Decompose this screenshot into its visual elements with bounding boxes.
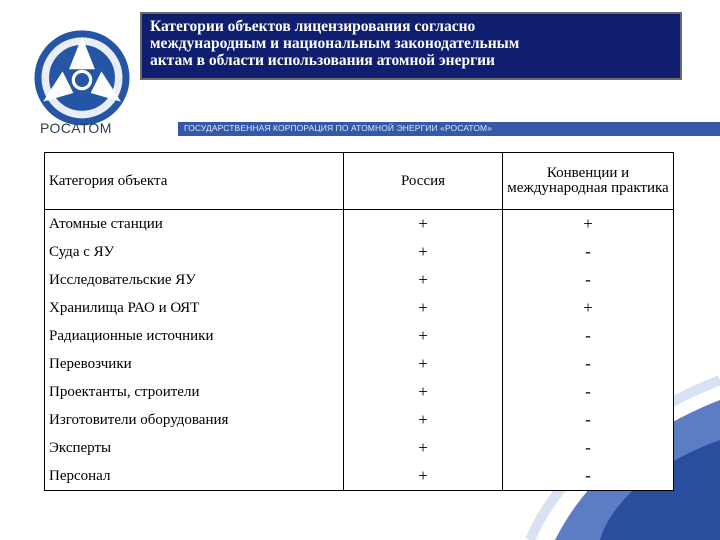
brand-name: РОСАТОМ — [40, 120, 112, 136]
row-international: - — [503, 322, 674, 350]
table-header-row — [45, 153, 674, 210]
row-international: - — [503, 406, 674, 434]
row-international: - — [503, 350, 674, 378]
page-title — [140, 12, 682, 80]
row-russia: + — [344, 378, 503, 406]
title-line: Категории объектов лицензирования согласно — [150, 18, 476, 35]
row-category: Персонал — [45, 462, 344, 491]
row-russia: + — [344, 322, 503, 350]
title-line: актам в области использования атомной энергии — [150, 52, 495, 69]
header-russia: Россия — [344, 153, 503, 210]
table-row — [45, 266, 674, 294]
row-category: Проектанты, строители — [45, 378, 344, 406]
row-russia: + — [344, 210, 503, 239]
row-category: Перевозчики — [45, 350, 344, 378]
corporation-name: ГОСУДАРСТВЕННАЯ КОРПОРАЦИЯ ПО АТОМНОЙ ЭНЕРГИИ «РОСАТОМ» — [184, 123, 493, 133]
row-russia: + — [344, 266, 503, 294]
corporation-banner — [178, 122, 720, 136]
row-category: Исследовательские ЯУ — [45, 266, 344, 294]
row-international: + — [503, 210, 674, 239]
licensing-categories-table — [44, 152, 674, 491]
table-row — [45, 378, 674, 406]
table-row — [45, 434, 674, 462]
row-international: + — [503, 294, 674, 322]
row-international: - — [503, 238, 674, 266]
table-row — [45, 210, 674, 239]
header-category: Категория объекта — [45, 153, 344, 210]
row-russia: + — [344, 434, 503, 462]
row-international: - — [503, 378, 674, 406]
title-line: международным и национальным законодательным — [150, 35, 520, 52]
row-category: Радиационные источники — [45, 322, 344, 350]
table-row — [45, 350, 674, 378]
table-row — [45, 322, 674, 350]
table-row — [45, 406, 674, 434]
rosatom-logo-icon — [28, 26, 136, 134]
row-category: Атомные станции — [45, 210, 344, 239]
row-russia: + — [344, 406, 503, 434]
row-category: Суда с ЯУ — [45, 238, 344, 266]
row-russia: + — [344, 350, 503, 378]
row-category: Изготовители оборудования — [45, 406, 344, 434]
row-international: - — [503, 462, 674, 491]
row-russia: + — [344, 462, 503, 491]
table-row — [45, 462, 674, 491]
row-russia: + — [344, 294, 503, 322]
table-row — [45, 294, 674, 322]
header-international: Конвенции и международная практика — [503, 153, 674, 210]
row-category: Эксперты — [45, 434, 344, 462]
table-row — [45, 238, 674, 266]
row-international: - — [503, 266, 674, 294]
row-international: - — [503, 434, 674, 462]
row-category: Хранилища РАО и ОЯТ — [45, 294, 344, 322]
row-russia: + — [344, 238, 503, 266]
